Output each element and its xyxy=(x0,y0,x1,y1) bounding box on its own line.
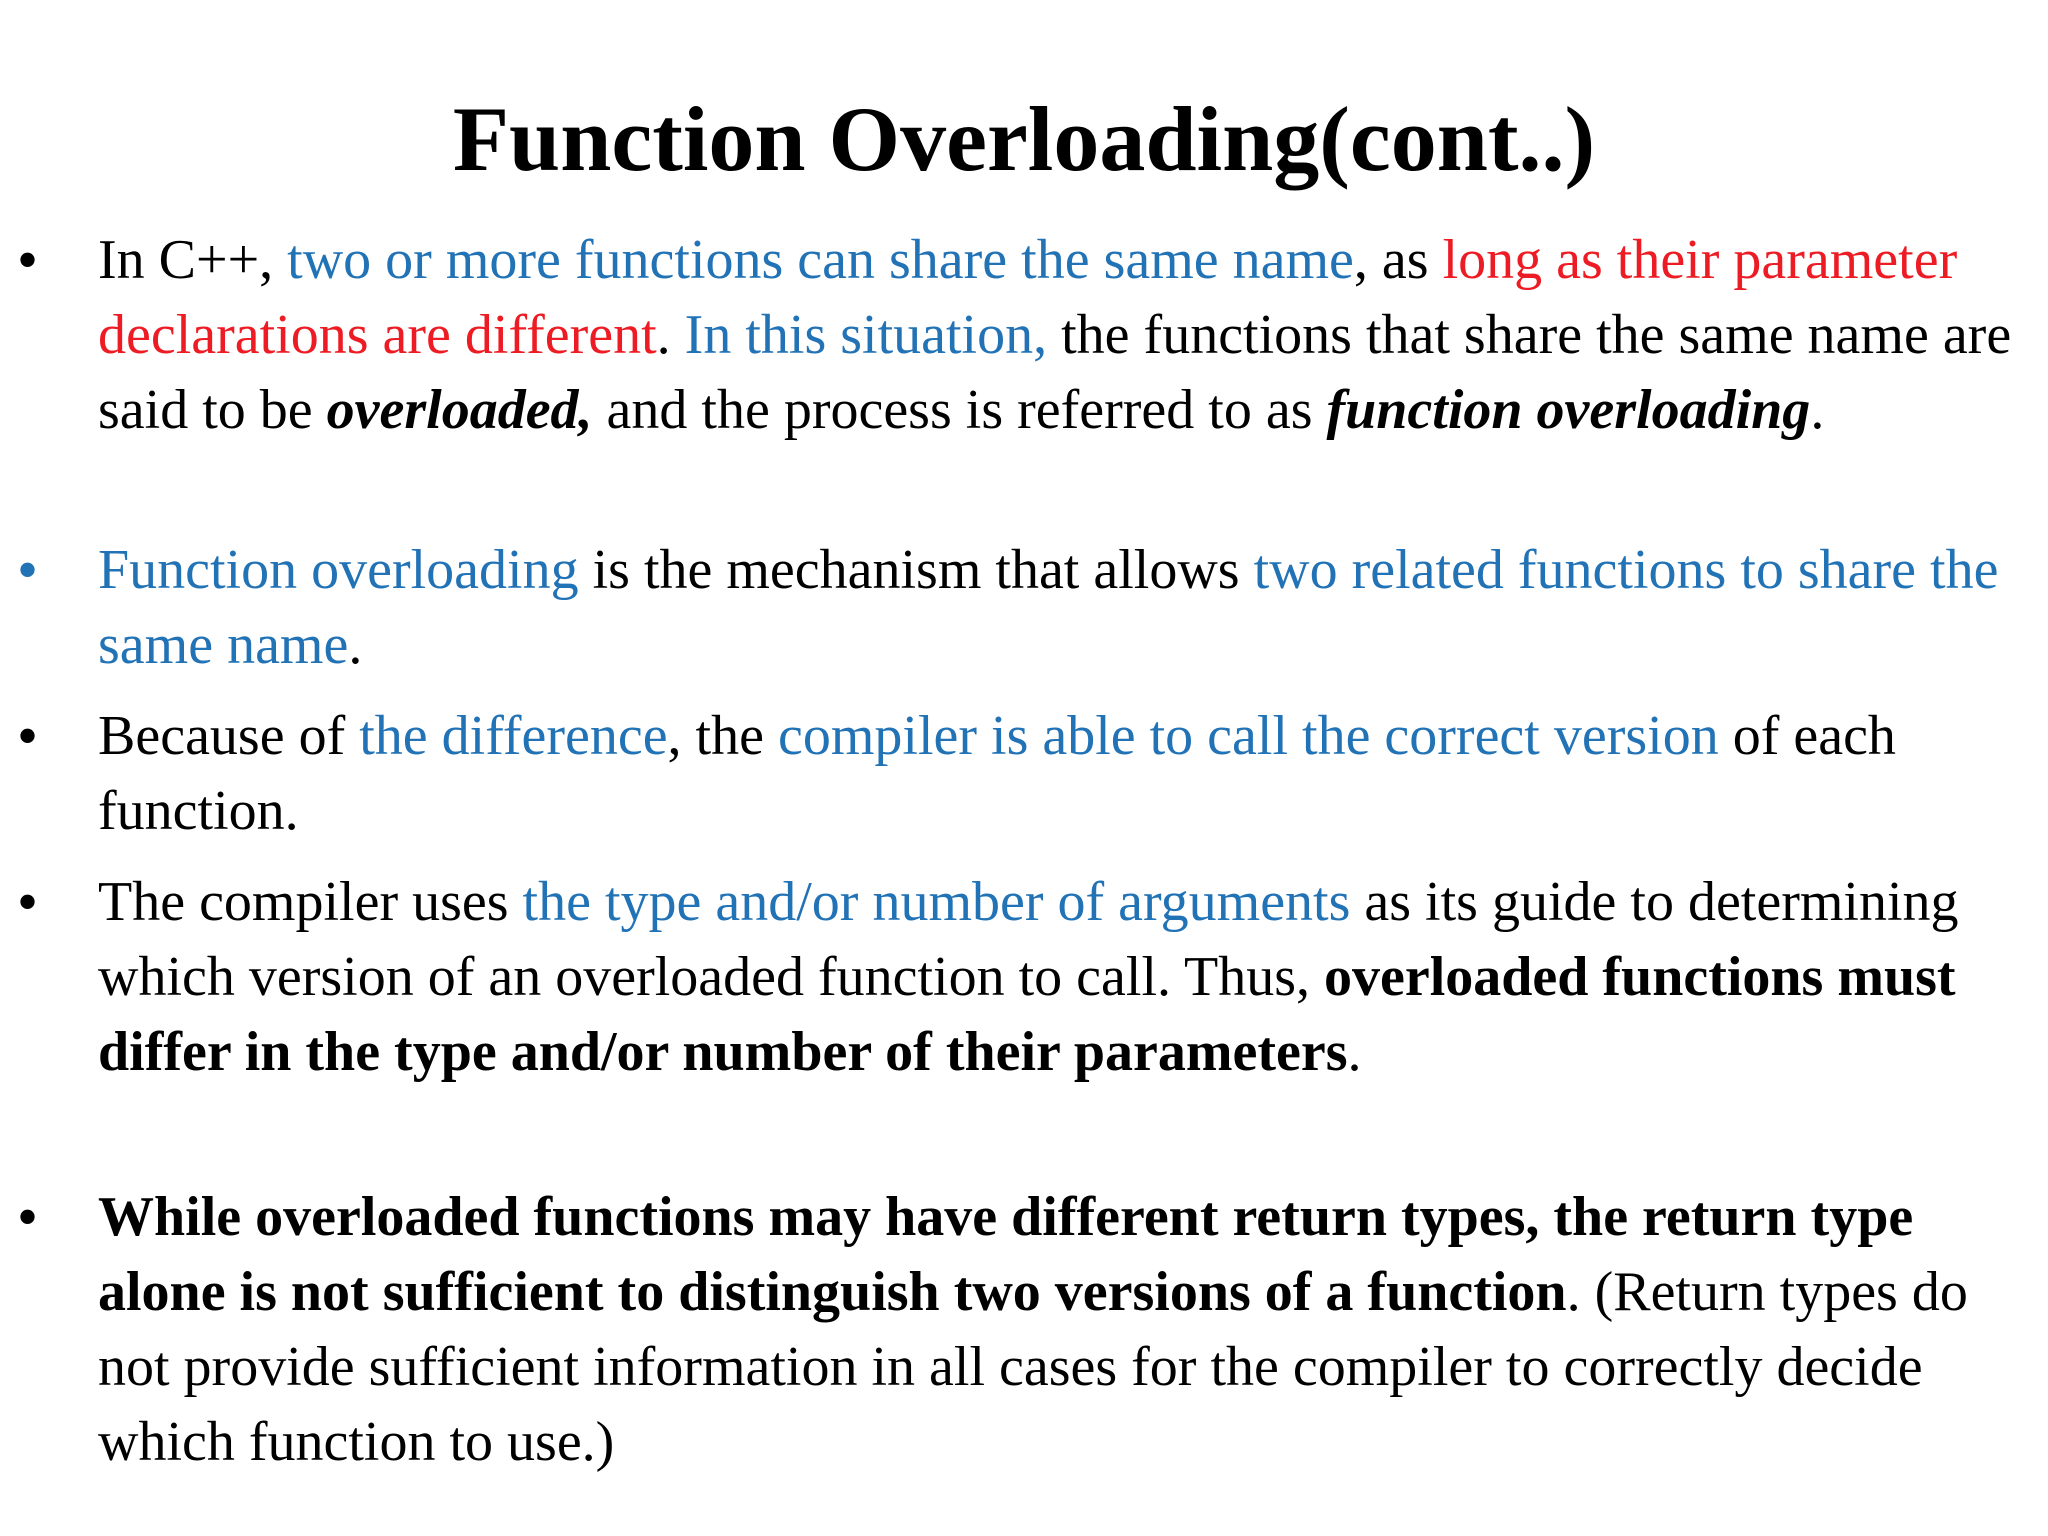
text-segment: . xyxy=(656,304,685,366)
text-segment: Because of xyxy=(98,705,360,767)
bullet-dot: • xyxy=(17,537,39,603)
text-segment: the functions that share the same name are said to be xyxy=(98,304,2012,441)
highlight-blue: two related functions to share the same name xyxy=(98,539,1999,676)
emphasis-term: function overloading xyxy=(1326,379,1811,441)
highlight-blue: the difference xyxy=(359,705,668,767)
highlight-blue: Function overloading xyxy=(98,539,579,601)
text-segment: , the xyxy=(667,705,778,767)
bullet-dot: • xyxy=(17,869,39,935)
bullet-text xyxy=(98,223,2033,448)
bullet-dot: • xyxy=(17,1184,39,1250)
highlight-blue: two or more functions can share the same name xyxy=(287,229,1354,291)
bullet-dot: • xyxy=(17,227,39,293)
emphasis-bold: While overloaded functions may have different return types, the return type alone is not sufficient to distinguish two versions of a function xyxy=(98,1186,1914,1323)
highlight-red: long as their parameter declarations are different xyxy=(98,229,1958,366)
emphasis-term: overloaded, xyxy=(326,379,593,441)
bullet-text xyxy=(98,865,2033,1090)
text-segment: . (Return types do not provide sufficient information in all cases for the compiler to correctly decide which function to use.) xyxy=(98,1261,1968,1473)
text-segment: , as xyxy=(1353,229,1443,291)
text-segment: In C++, xyxy=(98,229,288,291)
bullet-dot: • xyxy=(17,703,39,769)
text-segment: . xyxy=(1810,379,1825,441)
text-segment: The compiler uses xyxy=(98,871,523,933)
text-segment: . xyxy=(348,614,363,676)
text-segment: and the process is referred to as xyxy=(592,379,1327,441)
text-segment: as its guide to determining which version of an overloaded function to call. Thus, xyxy=(98,871,1959,1008)
text-segment: . xyxy=(1347,1021,1362,1083)
highlight-blue: the type and/or number of arguments xyxy=(522,871,1351,933)
bullet-text xyxy=(98,1180,2033,1480)
bullet-text xyxy=(98,533,2033,683)
bullet-text xyxy=(98,699,2033,849)
emphasis-bold: overloaded functions must differ in the type and/or number of their parameters xyxy=(98,946,1956,1083)
highlight-blue: In this situation, xyxy=(684,304,1048,366)
text-segment: of each function. xyxy=(98,705,1896,842)
slide-title: Function Overloading(cont..) xyxy=(452,88,1596,190)
text-segment: is the mechanism that allows xyxy=(578,539,1254,601)
highlight-blue: compiler is able to call the correct version xyxy=(777,705,1719,767)
